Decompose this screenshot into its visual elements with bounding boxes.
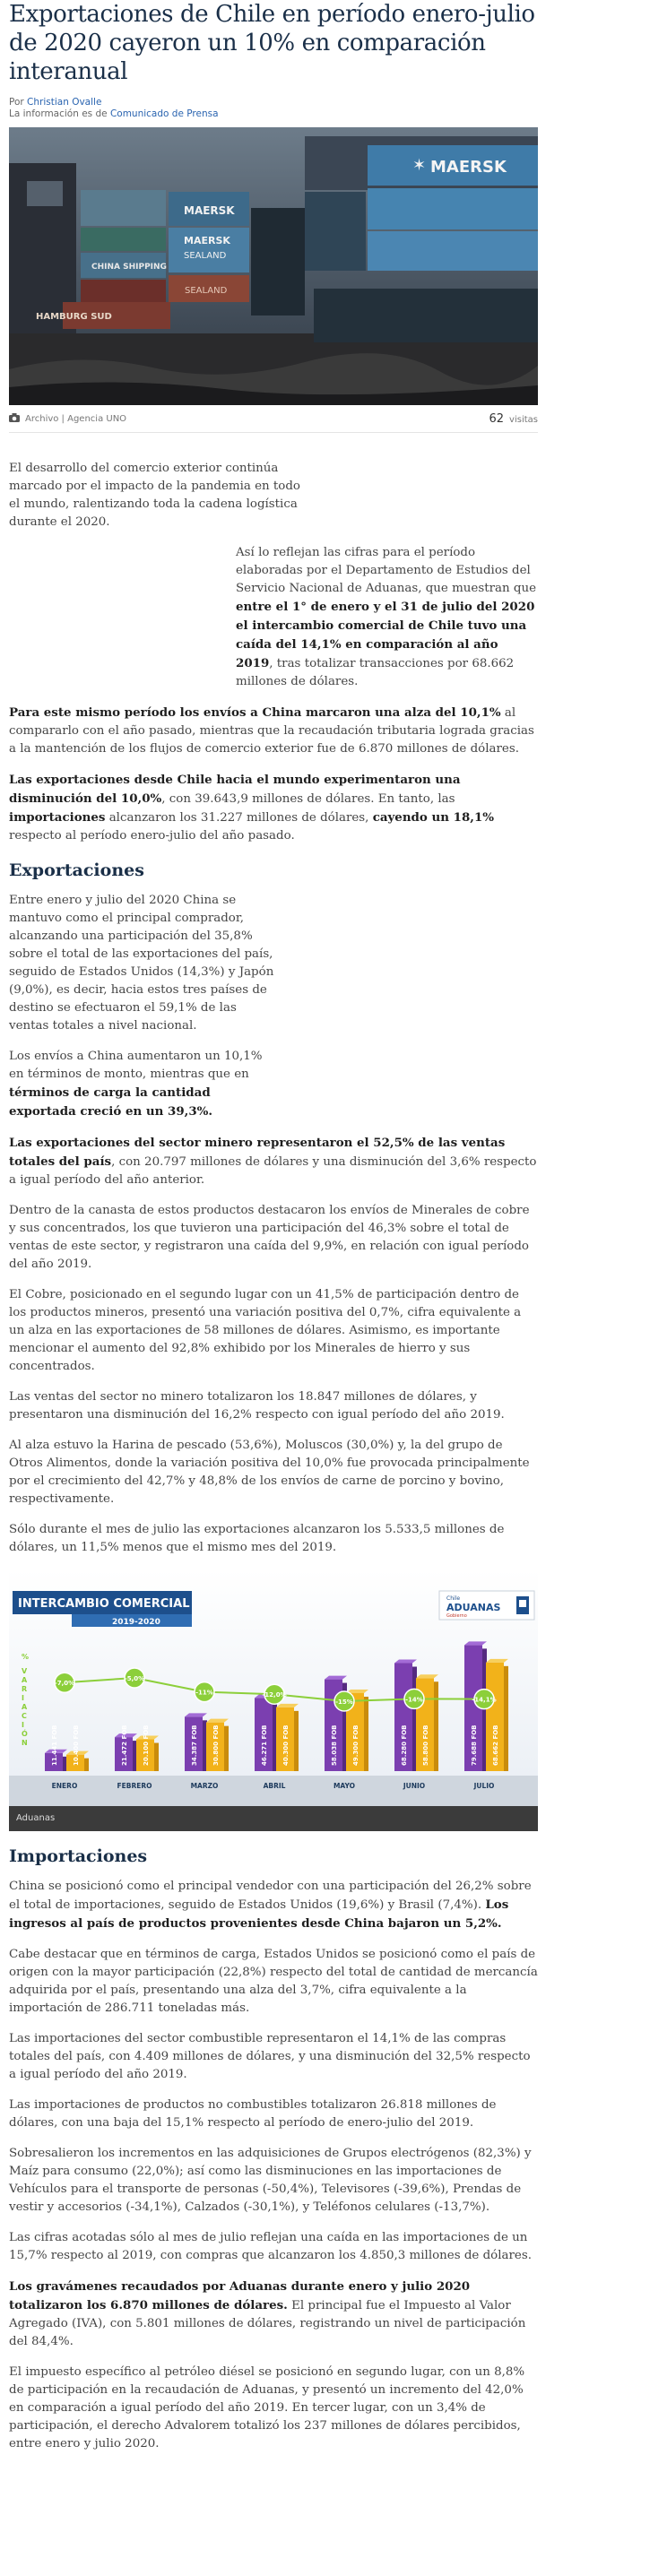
author-link[interactable]: Christian Ovalle — [27, 97, 102, 108]
svg-text:Gobierno: Gobierno — [446, 1613, 467, 1619]
variation-label: -14% — [405, 1696, 423, 1704]
bar-value-label: 11.441 FOB — [51, 1725, 58, 1766]
exports-paragraph: Entre enero y julio del 2020 China se mantuvo como el principal comprador, alcanzando una participación del 35,8% sobre el total de las exportaciones del país, seguido de Estados Unidos (14,3%) y Japón (9,0%), es decir, hacia estos tres países de destino se efectuaron el 59,1% de las ventas totales a nivel nacional. — [9, 894, 274, 1033]
bar-side — [504, 1666, 508, 1771]
camera-icon — [9, 413, 20, 425]
y-axis-letter: V — [22, 1667, 28, 1675]
chart-title: INTERCAMBIO COMERCIAL — [18, 1597, 190, 1611]
variation-label: -14,1% — [472, 1696, 497, 1704]
trade-chart-svg — [9, 1569, 538, 1806]
y-axis-letter: C — [22, 1712, 27, 1720]
bar-side — [294, 1711, 299, 1771]
byline-prefix: Por — [9, 97, 24, 108]
bar-value-label: 58.038 FOB — [331, 1725, 338, 1766]
container-label: SEALAND — [185, 286, 228, 296]
svg-text:Chile: Chile — [446, 1595, 461, 1602]
bar-value-label: 30.800 FOB — [212, 1725, 220, 1766]
exports-paragraph: Sólo durante el mes de julio las exportaciones alcanzaron los 5.533,5 millones de dólares, un 11,5% menos que el mismo mes del 2019. — [9, 1523, 505, 1554]
bar-side — [224, 1726, 229, 1771]
y-axis-letter: I — [22, 1694, 24, 1702]
imports-paragraph: El impuesto específico al petróleo diésel se posicionó en segundo lugar, con un 8,8% de participación en la recaudación de Aduanas, y presentó un incremento del 42,0% en comparación a igual período del año 2019. En tercer lugar, con un 3,4% de participación, el derecho Advalorem totalizó los 237 millones de dólares percibidos, entre enero y julio 2020. — [9, 2365, 525, 2451]
variation-label: -15% — [335, 1699, 353, 1706]
bar-value-label: 10.400 FOB — [73, 1725, 80, 1766]
bar-side — [364, 1697, 368, 1771]
category-label: ABRIL — [263, 1782, 286, 1790]
variation-label: -7,0% — [54, 1680, 75, 1688]
category-label: ENERO — [51, 1782, 78, 1790]
trade-chart — [9, 1569, 538, 1806]
variation-label: -11% — [195, 1689, 213, 1697]
container-label: SEALAND — [184, 251, 227, 261]
photo-credit: Archivo | Agencia UNO — [25, 413, 127, 424]
imports-paragraph: Las cifras acotadas sólo al mes de julio reflejan una caída en las importaciones de un 15,7% respecto al 2019, con compras que alcanzaron los 4.850,3 millones de dólares. — [9, 2231, 532, 2262]
bar-value-label: 68.662 FOB — [492, 1725, 499, 1766]
exports-paragraph: Las exportaciones del sector minero representaron el 52,5% de las ventas totales del país, con 20.797 millones de dólares y una disminución del 3,6% respecto a igual período del año anterior. — [9, 1136, 537, 1187]
container-label: HAMBURG SUD — [36, 312, 112, 322]
bar-value-label: 79.688 FOB — [471, 1725, 478, 1766]
article-body — [9, 460, 538, 2453]
imports-paragraph: Cabe destacar que en términos de carga, Estados Unidos se posicionó como el país de origen con la mayor participación (22,8%) respecto del total de cantidad de mercancía adquirida por el país, presentando una alza del 3,7%, cifra equivalente a la importación de 286.711 toneladas más. — [9, 1948, 538, 2015]
y-axis-letter: R — [22, 1685, 28, 1693]
svg-text:ADUANAS: ADUANAS — [446, 1602, 501, 1613]
bar-side — [154, 1743, 159, 1771]
imports-paragraph: Sobresalieron los incrementos en las adquisiciones de Grupos electrógenos (82,3%) y Maíz para consumo (22,0%); así como las disminuciones en las importaciones de Vehículos para el transporte de personas (-50,4%), Televisores (-39,6%), Prendas de vestir y accesorios (-34,1%), Calzados (-30,1%), y Teléfonos celulares (-13,7%). — [9, 2147, 532, 2214]
paragraph-china-exports: Para este mismo período los envíos a China marcaron una alza del 10,1% al compararlo con el año pasado, mientras que la recaudación tributaria lograda gracias a la mantención de los flujos de comercio exterior fue de 6.870 millones de dólares. — [9, 705, 534, 756]
y-axis-letter: N — [22, 1739, 28, 1747]
chart-subtitle: 2019-2020 — [112, 1618, 160, 1627]
bar-side — [84, 1759, 89, 1771]
container-label: CHINA SHIPPING — [91, 263, 167, 272]
paragraph-exports-summary: Las exportaciones desde Chile hacia el mundo experimentaron una disminución del 10,0%, con 39.643,9 millones de dólares. En tanto, las importaciones alcanzaron los 31.227 millones de dólares, cayendo un 18,1% respecto al período enero-julio del año pasado. — [9, 773, 494, 843]
bar-value-label: 58.800 FOB — [422, 1725, 429, 1766]
y-axis-letter: Ó — [22, 1730, 28, 1738]
imports-paragraph: China se posicionó como el principal vendedor con una participación del 26,2% sobre el total de importaciones, seguido de Estados Unidos (19,6%) y Brasil (7,4%). Los ingresos al país de productos provenientes desde China bajaron un 5,2%. — [9, 1880, 532, 1931]
category-label: MARZO — [190, 1782, 219, 1790]
aduanas-logo — [439, 1591, 534, 1620]
bar-side — [434, 1681, 438, 1771]
container-label: MAERSK — [184, 235, 230, 246]
category-label: JULIO — [473, 1782, 495, 1790]
exports-paragraph: Al alza estuvo la Harina de pescado (53,6%), Moluscos (30,0%) y, la del grupo de Otros Alimentos, donde la variación positiva del 10,0% fue provocada principalmente por el crecimiento del 42,7% y 48,8% de los envíos de carne de porcino y bovino, respectivamente. — [9, 1439, 530, 1506]
source-prefix: La información es de — [9, 108, 108, 119]
bar-value-label: 46.271 FOB — [261, 1725, 268, 1766]
visit-label: visitas — [509, 414, 538, 425]
y-axis-letter: A — [22, 1676, 28, 1684]
exports-paragraph: Dentro de la canasta de estos productos destacaron los envíos de Minerales de cobre y sus concentrados, los que tuvieron una participación del 46,3% sobre el total de ventas de este sector, y registraron una caída del 9,9%, en relación con igual período del año 2019. — [9, 1204, 530, 1271]
section-heading-exports: Exportaciones — [9, 860, 144, 880]
y-axis-letter: A — [22, 1703, 28, 1711]
article-title: Exportaciones de Chile en período enero-julio de 2020 cayeron un 10% en comparación interanual — [9, 1, 535, 85]
exports-paragraph: El Cobre, posicionado en el segundo lugar con un 41,5% de participación dentro de los productos mineros, presentó una variación positiva del 0,7%, cifra equivalente a un alza en las exportaciones de 58 millones de dólares. Asimismo, es importante mencionar el aumento del 92,8% exhibido por los Minerales de hierro y sus concentrados. — [9, 1288, 522, 1373]
imports-paragraph: Las importaciones del sector combustible representaron el 14,1% de las compras totales del país, con 4.409 millones de dólares, y una disminución del 32,5% respecto a igual período del año 2019. — [9, 2032, 531, 2081]
intro-paragraph: El desarrollo del comercio exterior continúa marcado por el impacto de la pandemia en todo el mundo, ralentizando toda la cadena logística durante el 2020. — [9, 462, 300, 529]
chart-caption: Aduanas — [9, 1806, 538, 1831]
photo-meta — [9, 405, 538, 433]
bar-value-label: 34.387 FOB — [191, 1725, 198, 1766]
exports-paragraph: Los envíos a China aumentaron un 10,1% en términos de monto, mientras que en términos de carga la cantidad exportada creció en un 39,3%. — [9, 1050, 263, 1119]
variation-label: -5,0% — [124, 1675, 145, 1682]
category-label: JUNIO — [403, 1782, 426, 1790]
visit-count: 62 — [489, 411, 505, 426]
variation-label: -12,0% — [262, 1691, 287, 1699]
exports-paragraph: Las ventas del sector no minero totalizaron los 18.847 millones de dólares, y presentaron una disminución del 16,2% respecto con igual período del año 2019. — [9, 1390, 505, 1422]
star-icon: ✶ — [412, 156, 427, 175]
bar-value-label: 49.300 FOB — [352, 1725, 359, 1766]
bar-value-label: 21.472 FOB — [121, 1725, 128, 1766]
intro-paragraph-2: Así lo reflejan las cifras para el período elaboradas por el Departamento de Estudios del Servicio Nacional de Aduanas, que muestran que entre el 1° de enero y el 31 de julio del 2020 el intercambio comercial de Chile tuvo una caída del 14,1% en comparación al año 2019, tras totalizar transacciones por 68.662 millones de dólares. — [236, 546, 536, 688]
bar-value-label: 68.280 FOB — [401, 1725, 408, 1766]
category-label: FEBRERO — [117, 1782, 152, 1790]
bar-value-label: 40.300 FOB — [282, 1725, 290, 1766]
hero-image — [9, 127, 538, 405]
container-port-photo — [9, 127, 538, 405]
imports-paragraph: Las importaciones de productos no combustibles totalizaron 26.818 millones de dólares, con una baja del 15,1% respecto al período de enero-julio del 2019. — [9, 2098, 497, 2130]
section-heading-imports: Importaciones — [9, 1846, 148, 1866]
container-label: MAERSK — [430, 158, 507, 177]
y-axis-letter: % — [22, 1653, 30, 1661]
byline — [9, 97, 547, 120]
y-axis-letter: I — [22, 1721, 24, 1729]
bar-value-label: 20.100 FOB — [143, 1725, 150, 1766]
category-label: MAYO — [333, 1782, 356, 1790]
imports-paragraph: Los gravámenes recaudados por Aduanas durante enero y julio 2020 totalizaron los 6.870 millones de dólares. El principal fue el Impuesto al Valor Agregado (IVA), con 5.801 millones de dólares, registrando un nivel de participación del 84,4%. — [9, 2279, 526, 2348]
intro-paragraph-2-tail: , tras totalizar transacciones por 68.662 millones de dólares. — [236, 657, 515, 688]
source-link[interactable]: Comunicado de Prensa — [109, 108, 219, 119]
container-label: MAERSK — [184, 204, 235, 217]
